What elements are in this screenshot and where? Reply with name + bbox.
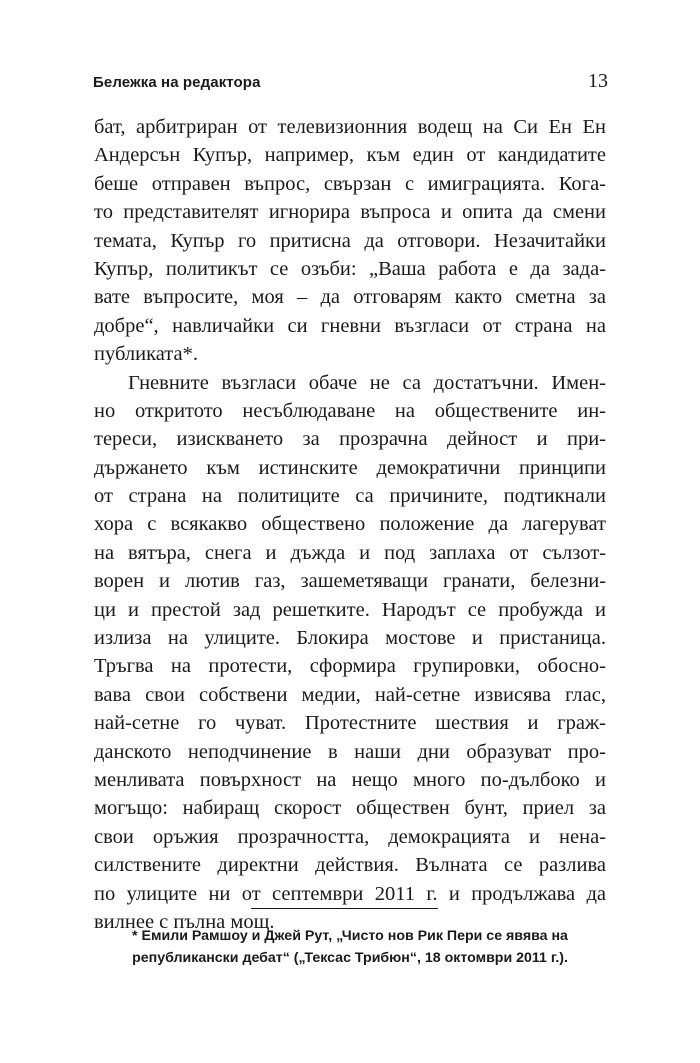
- text-line: тереси, изискването за прозрачна дейност и при-: [94, 428, 606, 451]
- text-line: вате въпросите, моя – да отговарям както сметна за: [94, 286, 606, 309]
- text-line: на вятъра, снега и дъжда и под заплаха от сълзот-: [94, 541, 606, 564]
- footnote: [96, 925, 604, 969]
- text-line: но откритото несъблюдаване на обществените ин-: [94, 399, 606, 422]
- text-line: от страна на политиците са причините, подтикнали: [94, 485, 606, 508]
- text-line: бат, арбитриран от телевизионния водещ на Си Ен Ен: [94, 116, 606, 138]
- text-line: Купър, политикът се озъби: „Ваша работа е да зада-: [94, 257, 606, 280]
- paragraph-end-line: публиката*.: [94, 343, 198, 366]
- paragraph-end-line: вилнее с пълна мощ.: [94, 910, 275, 933]
- page-number: 13: [588, 70, 608, 92]
- running-head: Бележка на редактора: [93, 74, 261, 91]
- text-line: менливата повърхност на нещо много по-дълбоко и: [94, 768, 606, 791]
- text-line: хора с всякакво обществено положение да лагеруват: [94, 513, 606, 536]
- text-line: най-сетне го чуват. Протестните шествия и граж-: [94, 712, 606, 735]
- text-line: ворен и лютив газ, зашеметяващи гранати, белезни-: [94, 570, 606, 593]
- text-line: по улиците ни от септември 2011 г. и продължава да: [94, 882, 606, 905]
- text-line: Тръгва на протести, сформира групировки, обосно-: [94, 655, 606, 678]
- text-line: свои оръжия прозрачността, демокрацията и нена-: [94, 825, 606, 848]
- text-line: могъщо: набиращ скорост обществен бунт, приел за: [94, 797, 606, 820]
- text-line: беше отправен въпрос, свързан с имиграцията. Кога-: [94, 172, 606, 195]
- footnote-line: републикански дебат“ („Тексас Трибюн“, 18 октомври 2011 г.).: [132, 950, 568, 966]
- text-line: ци и престой зад решетките. Народът се пробужда и: [94, 598, 606, 621]
- text-line: то представителят игнорира въпроса и опита да смени: [94, 201, 606, 224]
- footnote-divider: [251, 908, 438, 909]
- text-line: вава свои собствени медии, най-сетне извисява глас,: [94, 683, 606, 706]
- paragraph-first-line: Гневните възгласи обаче не са достатъчни. Имен-: [128, 371, 606, 394]
- text-line: силствените директни действия. Вълната се разлива: [94, 854, 606, 877]
- footnote-line: * Емили Рамшоу и Джей Рут, „Чисто нов Рик Пери се явява на: [132, 928, 568, 944]
- text-line: темата, Купър го притисна да отговори. Незачитайки: [94, 229, 606, 252]
- text-line: добре“, навличайки си гневни възгласи от страна на: [94, 314, 606, 337]
- text-line: излиза на улиците. Блокира мостове и пристаница.: [94, 627, 606, 650]
- text-line: държането към истинските демократични принципи: [94, 456, 606, 479]
- text-line: данското неподчинение в наши дни образуват про-: [94, 740, 606, 763]
- text-line: Андерсън Купър, например, към един от кандидатите: [94, 144, 606, 167]
- body-text: [94, 113, 606, 936]
